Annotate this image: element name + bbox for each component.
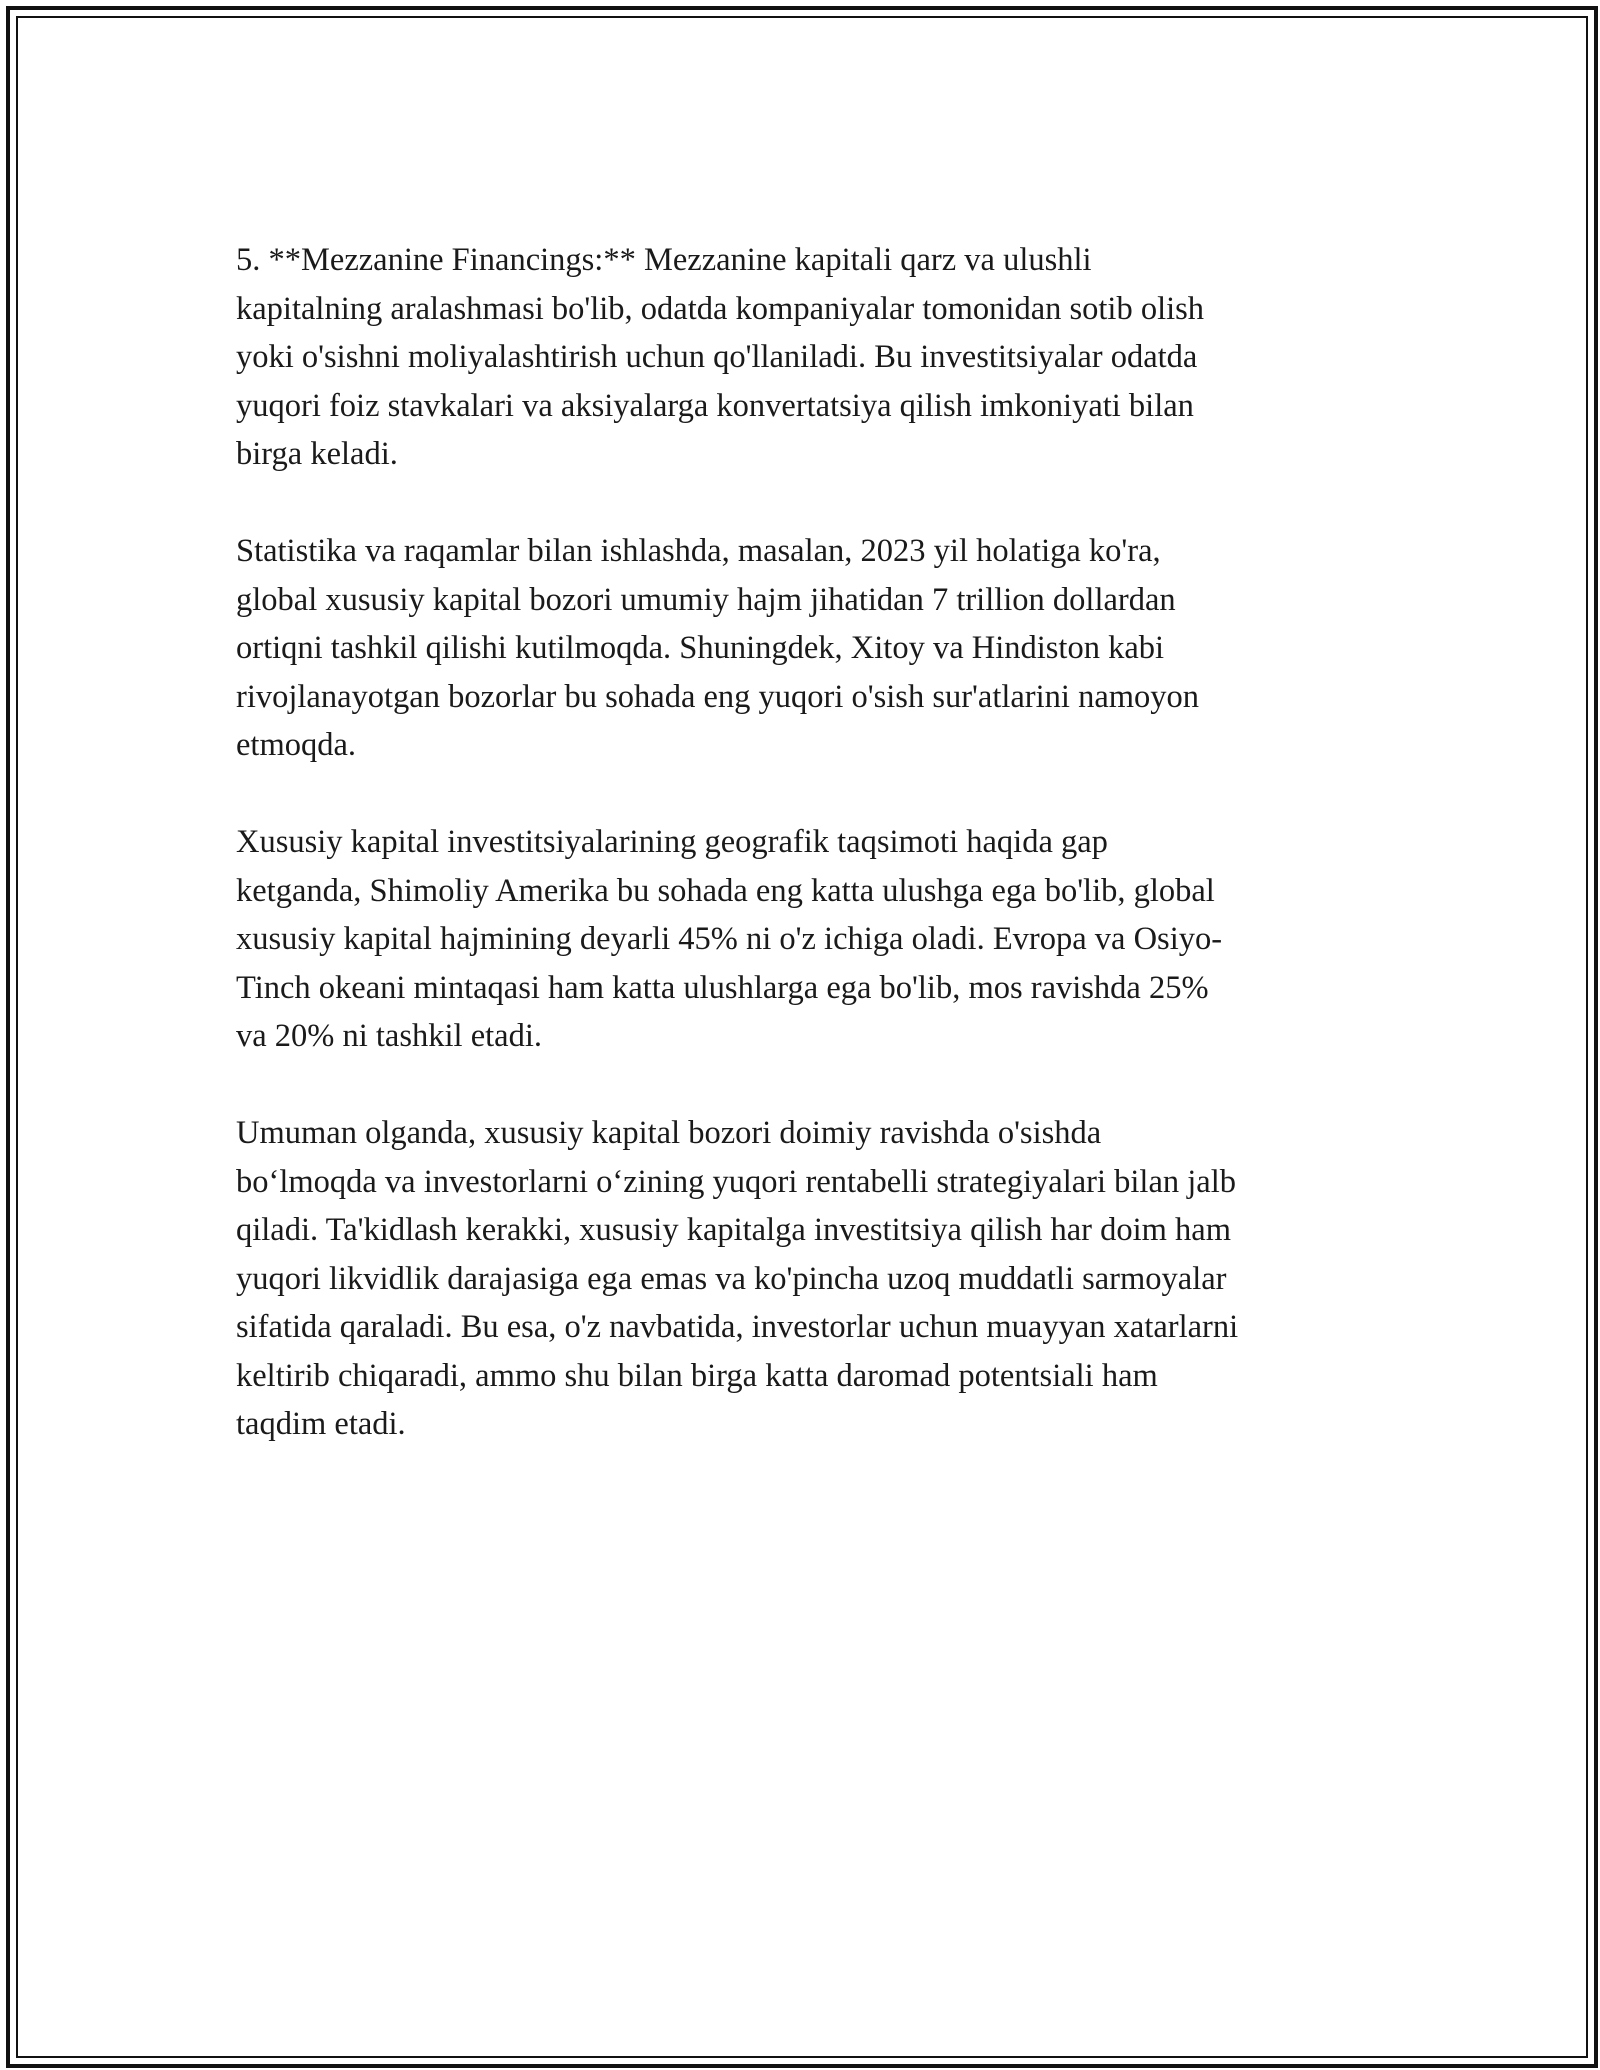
paragraph-statistics: Statistika va raqamlar bilan ishlashda, masalan, 2023 yil holatiga ko'ra, global xususiy kapital bozori umumiy hajm jihatidan 7 trillion dollardan ortiqni tashkil qilishi kutilmoqda. Shuningdek, Xitoy va Hindiston kabi rivojlanayotgan bozorlar bu sohada eng yuqori o'sish sur'atlarini namoyon etmoqda. <box>236 533 1200 763</box>
paragraph-geographic-distribution: Xususiy kapital investitsiyalarining geografik taqsimoti haqida gap ketganda, Shimoliy Amerika bu sohada eng katta ulushga ega bo'lib, global xususiy kapital hajmining deyarli 45% ni o'z ichiga oladi. Evropa va Osiyo- Tinch okeani mintaqasi ham katta ulushlarga ega bo'lib, mos ravishda 25% va 20% ni tashkil etadi. <box>236 824 1223 1054</box>
paragraph-conclusion: Umuman olganda, xususiy kapital bozori doimiy ravishda o'sishda bo‘lmoqda va investorlarni o‘zining yuqori rentabelli strategiyalari bilan jalb qiladi. Ta'kidlash kerakki, xususiy kapitalga investitsiya qilish har doim ham yuqori likvidlik darajasiga ega emas va ko'pincha uzoq muddatli sarmoyalar sifatida qaraladi. Bu esa, o'z navbatida, investorlar uchun muayyan xatarlarni keltirib chiqaradi, ammo shu bilan birga katta daromad potentsiali ham taqdim etadi. <box>236 1115 1239 1442</box>
paragraph-mezzanine-financings: 5. **Mezzanine Financings:** Mezzanine kapitali qarz va ulushli kapitalning aralashmasi bo'lib, odatda kompaniyalar tomonidan sotib olish yoki o'sishni moliyalashtirish uchun qo'llaniladi. Bu investitsiyalar odatda yuqori foiz stavkalari va aksiyalarga konvertatsiya qilish imkoniyati bilan birga keladi. <box>236 242 1205 472</box>
document-body <box>236 236 1376 1497</box>
